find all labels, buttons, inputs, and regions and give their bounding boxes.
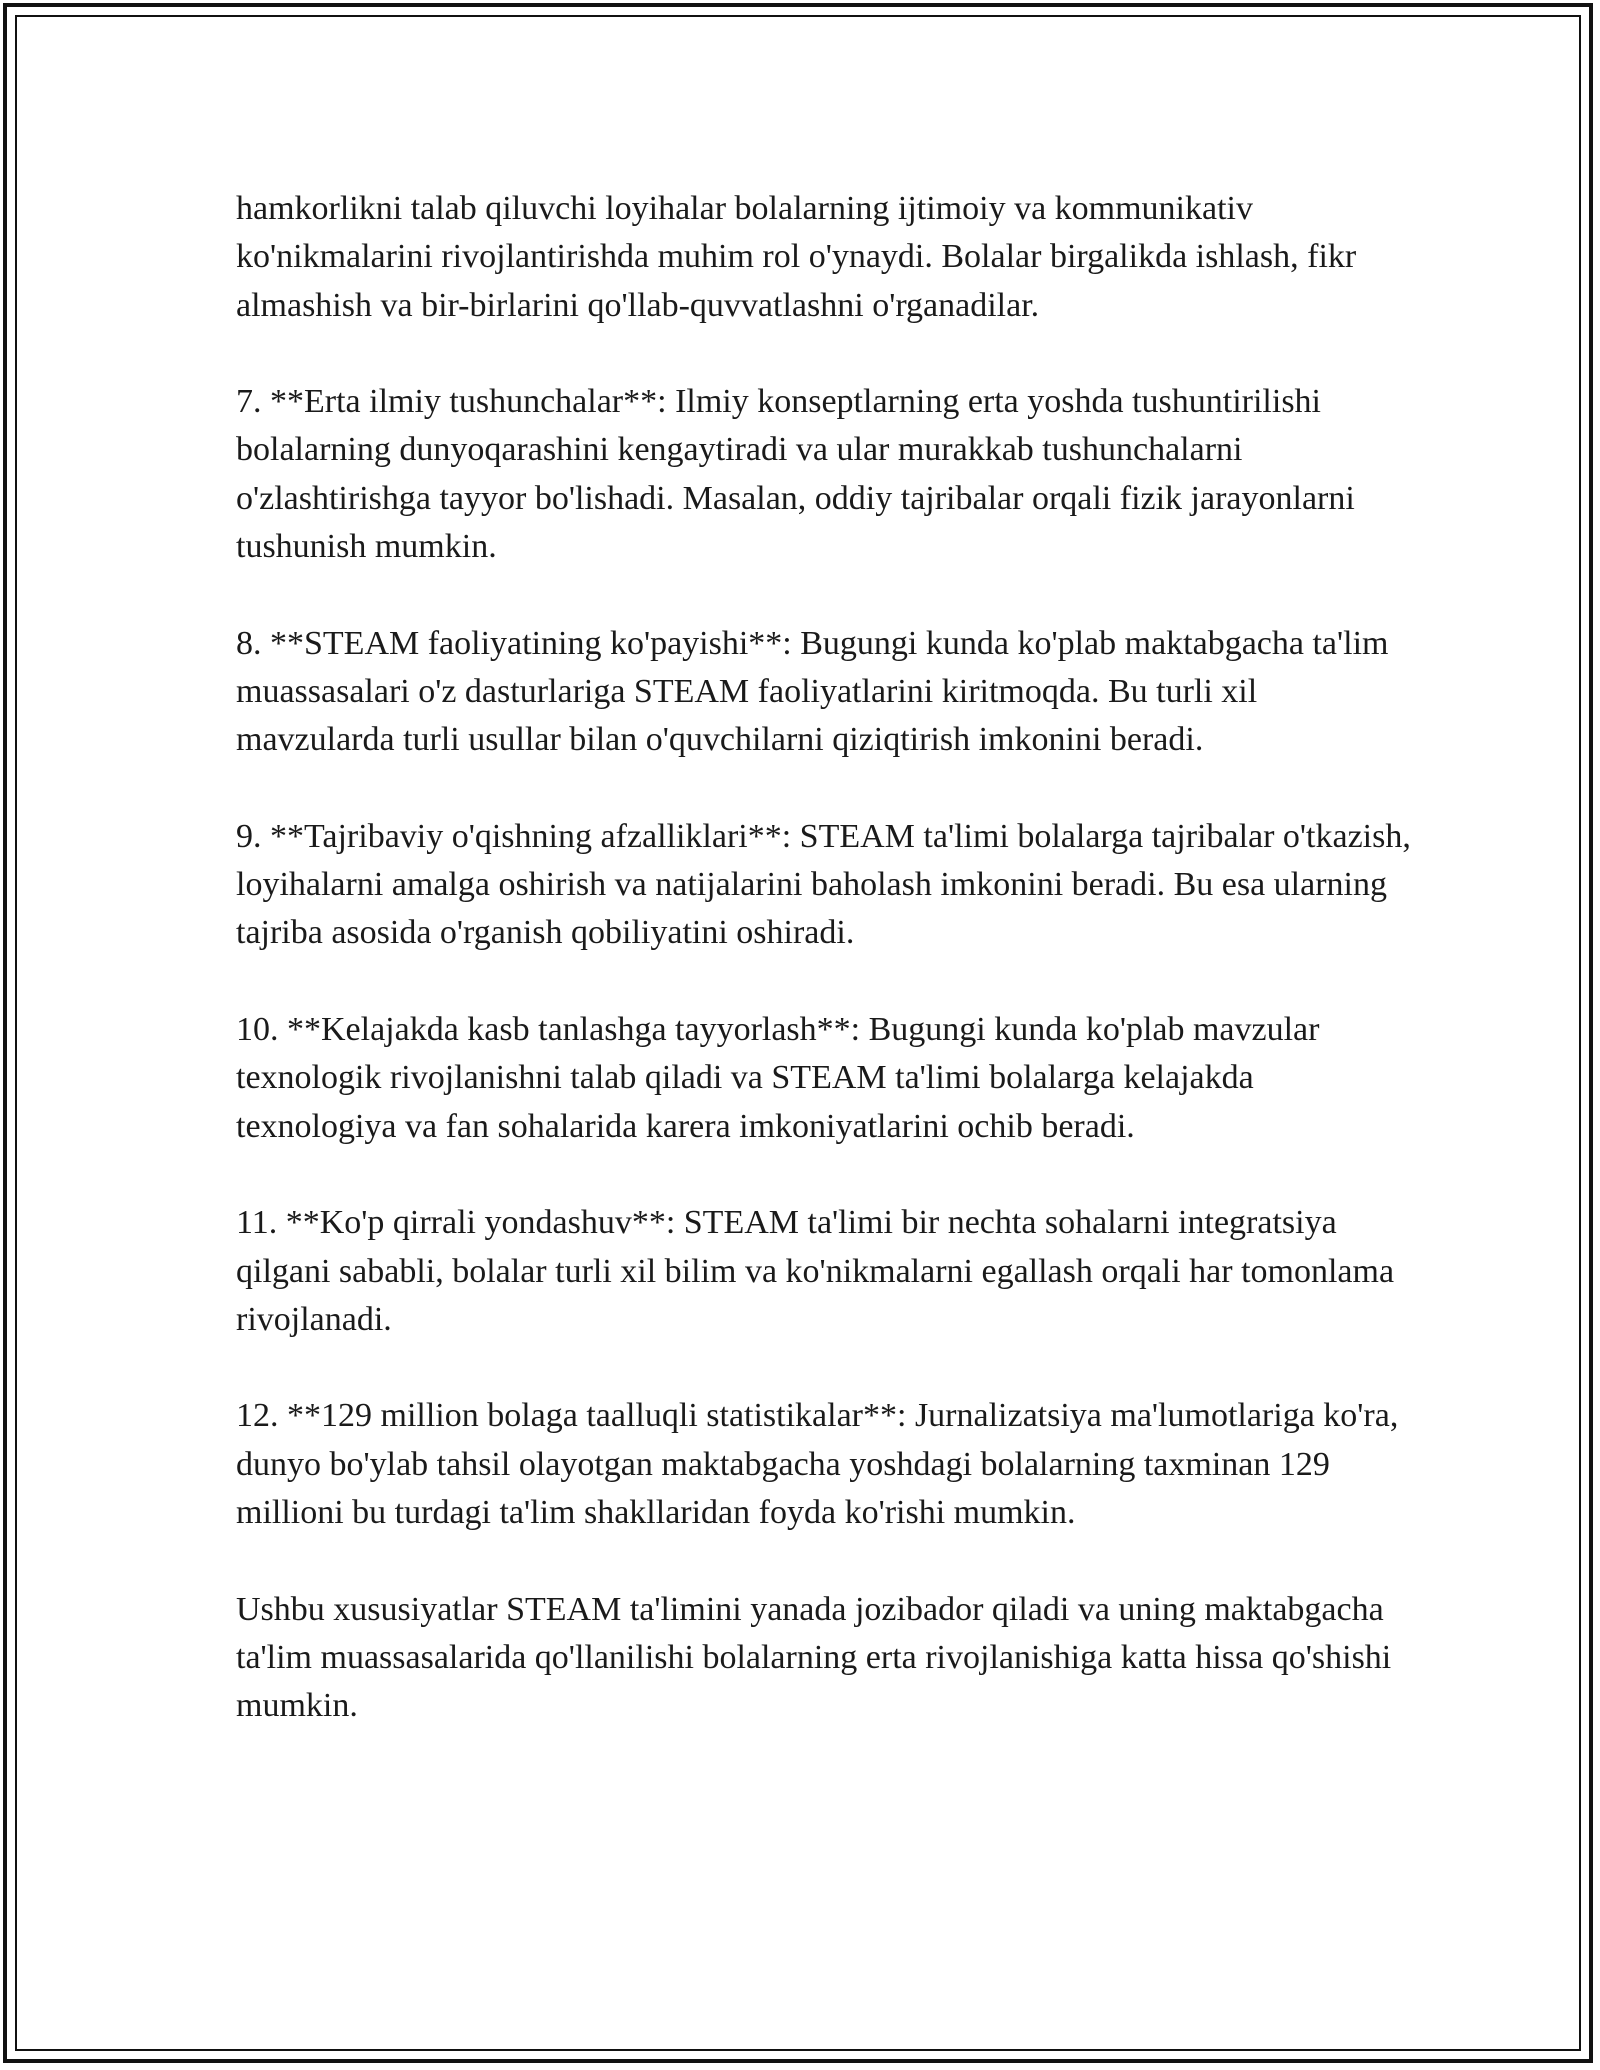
paragraph-item-7: 7. **Erta ilmiy tushunchalar**: Ilmiy konseptlarning erta yoshda tushuntirilishi bolalarning dunyoqarashini kengaytiradi va ular murakkab tushunchalarni o'zlashtirishga tayyor bo'lishadi. Masalan, oddiy tajribalar orqali fizik jarayonlarni tushunish mumkin. [236, 383, 1355, 566]
paragraph-item-10: 10. **Kelajakda kasb tanlashga tayyorlash**: Bugungi kunda ko'plab mavzular texnologik rivojlanishni talab qiladi va STEAM ta'limi bolalarga kelajakda texnologiya va fan sohalarida karera imkoniyatlarini ochib beradi. [236, 1011, 1320, 1145]
paragraph-continuation: hamkorlikni talab qiluvchi loyihalar bolalarning ijtimoiy va kommunikativ ko'nikmalarini rivojlantirishda muhim rol o'ynaydi. Bolalar birgalikda ishlash, fikr almashish va bir-birlarini qo'llab-quvvatlashni o'rganadilar. [236, 190, 1357, 324]
paragraph-item-9: 9. **Tajribaviy o'qishning afzalliklari**: STEAM ta'limi bolalarga tajribalar o'tkazish, loyihalarni amalga oshirish va natijalarini baholash imkonini beradi. Bu esa ularning tajriba asosida o'rganish qobiliyatini oshiradi. [236, 817, 1411, 952]
paragraph-item-11: 11. **Ko'p qirrali yondashuv**: STEAM ta'limi bir nechta sohalarni integratsiya qilgani sababli, bolalar turli xil bilim va ko'nikmalarni egallash orqali har tomonlama rivojlanadi. [236, 1204, 1395, 1338]
paragraph-item-12: 12. **129 million bolaga taalluqli statistikalar**: Jurnalizatsiya ma'lumotlariga ko'ra, dunyo bo'ylab tahsil olayotgan maktabgacha yoshdagi bolalarning taxminan 129 millioni bu turdagi ta'lim shakllaridan foyda ko'rishi mumkin. [236, 1397, 1399, 1532]
paragraph-item-8: 8. **STEAM faoliyatining ko'payishi**: Bugungi kunda ko'plab maktabgacha ta'lim muassasalari o'z dasturlariga STEAM faoliyatlarini kiritmoqda. Bu turli xil mavzularda turli usullar bilan o'quvchilarni qiziqtirish imkonini beradi. [236, 624, 1389, 759]
paragraph-conclusion: Ushbu xususiyatlar STEAM ta'limini yanada jozibador qiladi va uning maktabgacha ta'lim muassasalarida qo'llanilishi bolalarning erta rivojlanishiga katta hissa qo'shishi mumkin. [236, 1590, 1392, 1725]
document-body [236, 185, 1416, 1779]
